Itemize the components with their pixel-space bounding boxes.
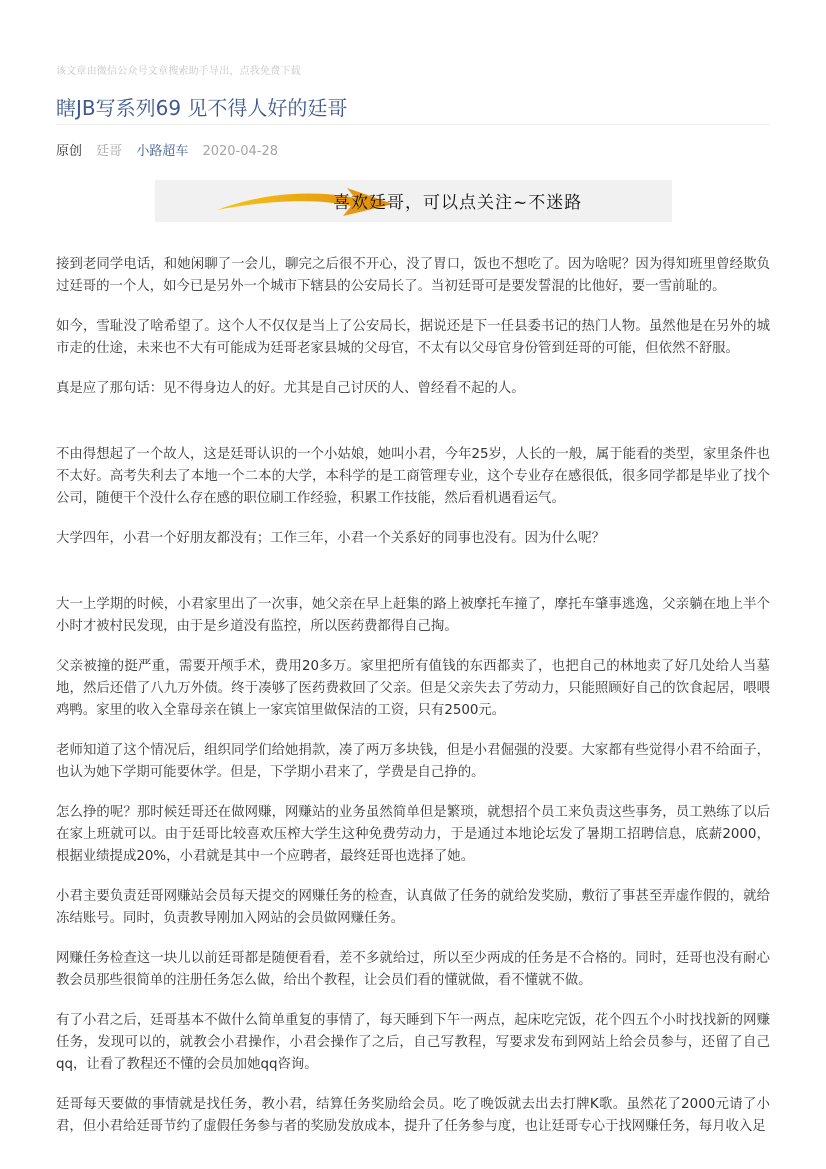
follow-banner-image <box>155 180 672 222</box>
article-meta <box>56 140 288 159</box>
paragraph: 如今，雪耻没了啥希望了。这个人不仅仅是当上了公安局长，据说还是下一任县委书记的热门人物。虽然他是在另外的城市走的仕途，未来也不大有可能成为廷哥老家县城的父母官，不太有以父母官身份管到廷哥的可能，但依然不舒服。 <box>56 319 770 356</box>
article-body <box>56 254 770 1156</box>
paragraph: 父亲被撞的挺严重，需要开颅手术，费用20多万。家里把所有值钱的东西都卖了，也把自己的林地卖了好几处给人当墓地，然后还借了八九万外债。终于凑够了医药费救回了父亲。但是父亲失去了劳动力，只能照顾好自己的饮食起居，喂喂鸡鸭。家里的收入全靠母亲在镇上一家宾馆里做保洁的工资，只有2500元。 <box>56 659 770 718</box>
original-badge: 原创 <box>56 144 83 159</box>
banner-text: 喜欢廷哥，可以点关注~不迷路 <box>333 193 583 213</box>
paragraph: 廷哥每天要做的事情就是找任务，教小君，结算任务奖励给会员。吃了晚饭就去出去打牌K歌。虽然花了2000元请了小君，但小君给廷哥节约了虚假任务参与者的奖励发放成本，提升了任务参与度，也让廷哥专心于找网赚任务，每月收入足 <box>56 1097 770 1134</box>
publish-date: 2020-04-28 <box>202 144 279 159</box>
paragraph: 真是应了那句话：见不得身边人的好。尤其是自己讨厌的人、曾经看不起的人。 <box>56 381 525 396</box>
paragraph: 老师知道了这个情况后，组织同学们给她捐款，凑了两万多块钱，但是小君倔强的没要。大家都有些觉得小君不给面子，也认为她下学期可能要休学。但是，下学期小君来了，学费是自己挣的。 <box>56 743 770 780</box>
export-notice-link[interactable]: 该文章由微信公众号文章搜索助手导出，点我免费下载 <box>56 66 301 77</box>
account-link[interactable]: 小路超车 <box>136 144 189 159</box>
paragraph: 小君主要负责廷哥网赚站会员每天提交的网赚任务的检查，认真做了任务的就给发奖励，敷衍了事甚至弄虚作假的，就给冻结账号。同时，负责教导刚加入网站的会员做网赚任务。 <box>56 889 770 926</box>
paragraph: 有了小君之后，廷哥基本不做什么简单重复的事情了，每天睡到下午一两点，起床吃完饭，花个四五个小时找找新的网赚任务，发现可以的，就教会小君操作，小君会操作了之后，自己写教程，写要求发布到网站上给会员参与，还留了自己qq，让看了教程还不懂的会员加她qq咨询。 <box>56 1013 770 1072</box>
paragraph: 大一上学期的时候，小君家里出了一次事，她父亲在早上赶集的路上被摩托车撞了，摩托车肇事逃逸，父亲躺在地上半个小时才被村民发现，由于是乡道没有监控，所以医药费都得自己掏。 <box>56 597 770 634</box>
paragraph: 接到老同学电话，和她闲聊了一会儿，聊完之后很不开心，没了胃口，饭也不想吃了。因为啥呢？因为得知班里曾经欺负过廷哥的一个人，如今已是另外一个城市下辖县的公安局长了。当初廷哥可是要发誓混的比他好，要一雪前耻的。 <box>56 257 770 294</box>
paragraph: 不由得想起了一个故人，这是廷哥认识的一个小姑娘，她叫小君，今年25岁，人长的一般，属于能看的类型，家里条件也不太好。高考失利去了本地一个二本的大学，本科学的是工商管理专业，这个专业存在感很低，很多同学都是毕业了找个公司，随便干个没什么存在感的职位刷工作经验，积累工作技能，然后看机遇看运气。 <box>56 447 770 506</box>
paragraph: 网赚任务检查这一块儿以前廷哥都是随便看看，差不多就给过，所以至少两成的任务是不合格的。同时，廷哥也没有耐心教会员那些很简单的注册任务怎么做，给出个教程，让会员们看的懂就做，看不懂就不做。 <box>56 951 770 988</box>
paragraph: 大学四年，小君一个好朋友都没有；工作三年，小君一个关系好的同事也没有。因为什么呢？ <box>56 531 606 546</box>
article-title: 瞎JB写系列69 见不得人好的廷哥 <box>56 96 348 120</box>
author-name: 廷哥 <box>96 144 123 159</box>
title-divider <box>56 124 770 125</box>
paragraph: 怎么挣的呢？那时候廷哥还在做网赚，网赚站的业务虽然简单但是繁琐，就想招个员工来负责这些事务，员工熟练了以后在家上班就可以。由于廷哥比较喜欢压榨大学生这种免费劳动力，于是通过本地论坛发了暑期工招聘信息，底薪2000，根据业绩提成20%，小君就是其中一个应聘者，最终廷哥也选择了她。 <box>56 805 770 864</box>
